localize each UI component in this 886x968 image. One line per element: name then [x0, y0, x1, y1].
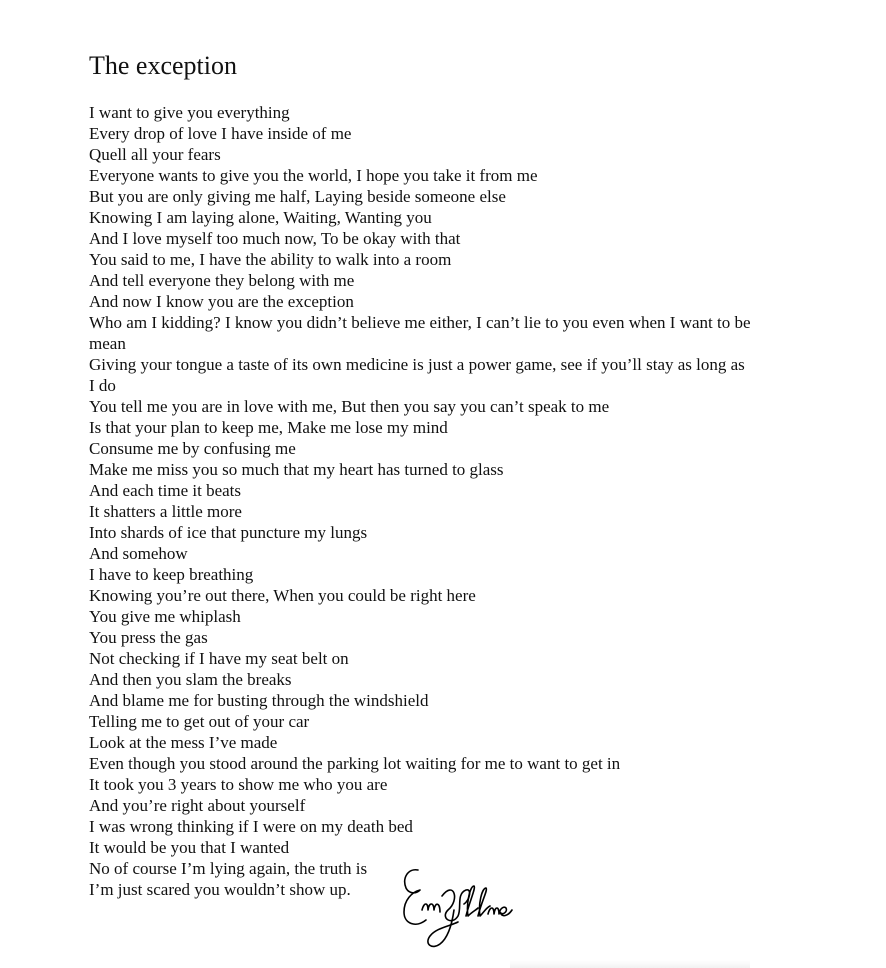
poem-line: You give me whiplash [89, 607, 241, 626]
poem-line: mean [89, 334, 126, 353]
poem-line: Every drop of love I have inside of me [89, 124, 352, 143]
poem-line: Giving your tongue a taste of its own medicine is just a power game, see if you’ll stay as long as [89, 355, 745, 374]
poem-line: Into shards of ice that puncture my lungs [89, 523, 368, 542]
poem-title: The exception [89, 51, 237, 80]
poem-line: No of course I’m lying again, the truth is [89, 859, 368, 878]
poem-line: Everyone wants to give you the world, I hope you take it from me [89, 166, 538, 185]
poem-line: Who am I kidding? I know you didn’t believe me either, I can’t lie to you even when I want to be [89, 313, 751, 332]
poem-line: And I love myself too much now, To be okay with that [89, 229, 461, 248]
poem-line: I want to give you everything [89, 103, 290, 122]
poem-line: Consume me by confusing me [89, 439, 296, 458]
poem-line: And each time it beats [89, 481, 242, 500]
poem-line: You said to me, I have the ability to walk into a room [89, 250, 452, 269]
poem-line: You press the gas [89, 628, 208, 647]
poem-line: It shatters a little more [89, 502, 242, 521]
poem-line: Look at the mess I’ve made [89, 733, 278, 752]
poem-line: I’m just scared you wouldn’t show up. [89, 880, 351, 899]
poem-line: Even though you stood around the parking lot waiting for me to want to get in [89, 754, 621, 773]
poem-line: Knowing I am laying alone, Waiting, Wanting you [89, 208, 432, 227]
poem-line: But you are only giving me half, Laying beside someone else [89, 187, 506, 206]
poem-line: Knowing you’re out there, When you could be right here [89, 586, 476, 605]
poem-line: Telling me to get out of your car [89, 712, 310, 731]
poem-line: And now I know you are the exception [89, 292, 354, 311]
poem-line: Not checking if I have my seat belt on [89, 649, 349, 668]
poem-line: It would be you that I wanted [89, 838, 290, 857]
poem-line: Is that your plan to keep me, Make me lose my mind [89, 418, 448, 437]
poem-body [89, 102, 819, 900]
poem-line: And then you slam the breaks [89, 670, 292, 689]
poem-line: And somehow [89, 544, 188, 563]
poem-line: I have to keep breathing [89, 565, 254, 584]
poem-line: And you’re right about yourself [89, 796, 306, 815]
poem-line: You tell me you are in love with me, But then you say you can’t speak to me [89, 397, 610, 416]
poem-line: And tell everyone they belong with me [89, 271, 355, 290]
poem-line: Make me miss you so much that my heart has turned to glass [89, 460, 504, 479]
poem-line: I do [89, 376, 116, 395]
handwritten-signature [396, 860, 514, 952]
poem-line: It took you 3 years to show me who you are [89, 775, 388, 794]
poem-line: And blame me for busting through the windshield [89, 691, 429, 710]
poem-line: I was wrong thinking if I were on my death bed [89, 817, 413, 836]
poem-line: Quell all your fears [89, 145, 221, 164]
page-edge-shadow [510, 960, 750, 968]
